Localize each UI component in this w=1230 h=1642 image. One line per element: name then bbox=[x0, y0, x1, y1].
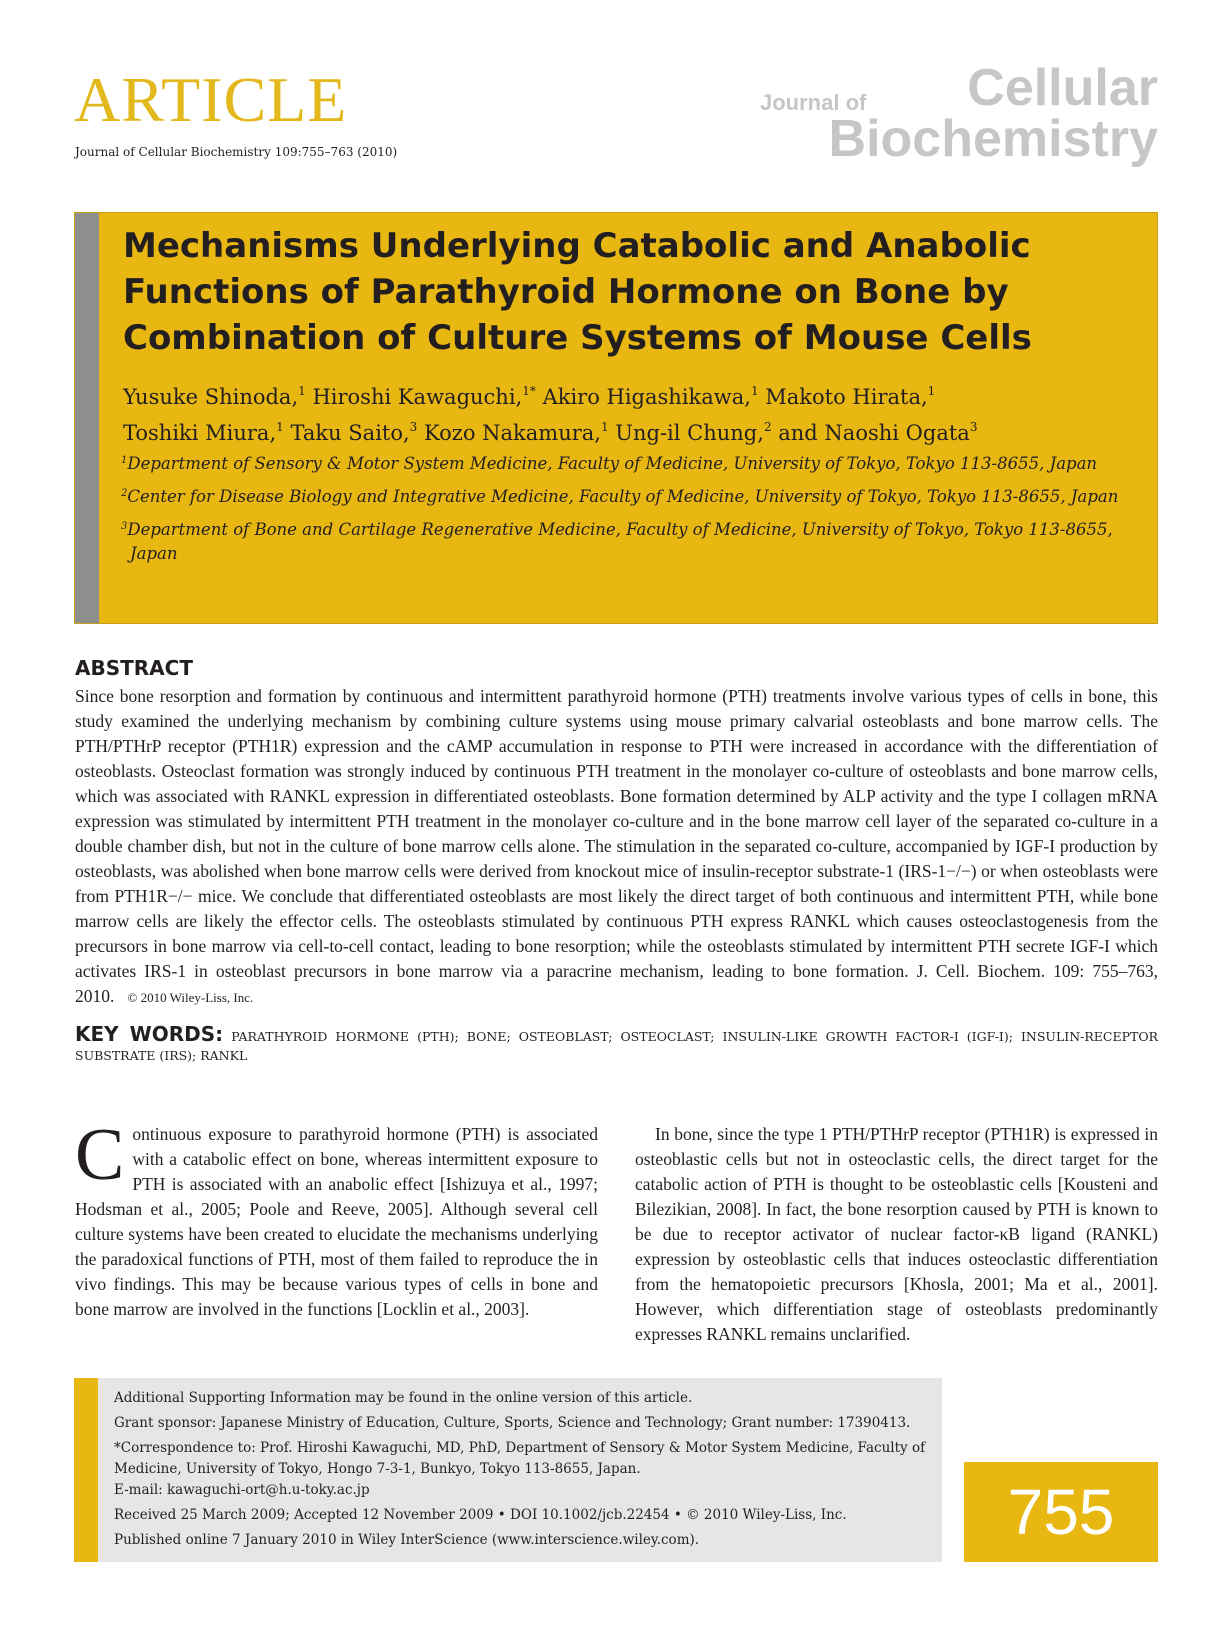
body-paragraph: In bone, since the type 1 PTH/PTHrP receptor (PTH1R) is expressed in osteoblastic cells but not in osteoclastic cells, the direct target for the catabolic action of PTH is thought to be osteoblastic cells [Kousteni and Bilezikian, 2008]. In fact, the bone resorption caused by PTH is known to be due to receptor activator of nuclear factor-κB ligand (RANKL) expression by osteoblastic cells that induces osteoclastic differentiation from the hematopoietic precursors [Khosla, 2001; Ma et al., 2001]. However, which differentiation stage of osteoblasts predominantly expresses RANKL remains unclarified. bbox=[635, 1124, 1158, 1344]
author-name: Yusuke Shinoda, bbox=[123, 385, 299, 409]
author-affil-ref: 1* bbox=[522, 384, 536, 398]
author-list bbox=[123, 376, 1123, 448]
abstract-heading: ABSTRACT bbox=[75, 656, 193, 680]
author-name: Toshiki Miura, bbox=[123, 421, 277, 445]
journal-citation: Journal of Cellular Biochemistry 109:755–763 (2010) bbox=[75, 145, 398, 159]
affiliation-number: 3 bbox=[121, 521, 128, 532]
journal-logo bbox=[758, 59, 1158, 172]
author-affil-ref: 3 bbox=[969, 420, 978, 434]
abstract-copyright: © 2010 Wiley-Liss, Inc. bbox=[127, 990, 254, 1005]
received-info: Received 25 March 2009; Accepted 12 November 2009 • DOI 10.1002/jcb.22454 • © 2010 Wiley-Liss, Inc. bbox=[114, 1507, 847, 1523]
body-column-right bbox=[635, 1122, 1158, 1347]
abstract-text bbox=[75, 684, 1158, 1010]
author-name: and Naoshi Ogata bbox=[778, 421, 970, 445]
correspondence-info bbox=[114, 1438, 926, 1501]
footnote-box bbox=[74, 1378, 942, 1562]
author-name: Hiroshi Kawaguchi, bbox=[312, 385, 523, 409]
affiliation-item bbox=[121, 515, 1131, 566]
affiliation-number: 1 bbox=[121, 455, 128, 466]
affiliation-item bbox=[121, 482, 1131, 509]
affiliation-text: Center for Disease Biology and Integrative Medicine, Faculty of Medicine, University of Tokyo, Tokyo 113-8655, Japan bbox=[127, 487, 1119, 506]
body-paragraph: ontinuous exposure to parathyroid hormone (PTH) is associated with a catabolic effect on bone, whereas intermittent exposure to PTH is associated with an anabolic effect [Ishizuya et al., 1997; Hodsman et al., 2005; Poole and Reeve, 2005]. Although several cell culture systems have been created to elucidate the mechanisms underlying the paradoxical functions of PTH, most of them failed to reproduce the in vivo findings. This may be because various types of cells in bone and bone marrow are involved in the functions [Locklin et al., 2003]. bbox=[75, 1124, 598, 1319]
journal-logo-line-1: Cellular bbox=[967, 59, 1158, 117]
title-block bbox=[74, 212, 1158, 624]
footnote-text bbox=[114, 1388, 926, 1555]
grant-info: Grant sponsor: Japanese Ministry of Education, Culture, Sports, Science and Technology; Grant number: 17390413. bbox=[114, 1415, 911, 1431]
email-text: E-mail: kawaguchi-ort@h.u-toky.ac.jp bbox=[114, 1482, 370, 1498]
footnote-side-bar bbox=[74, 1378, 98, 1562]
drop-cap: C bbox=[75, 1114, 125, 1196]
page-number-box bbox=[964, 1462, 1158, 1562]
article-label: ARTICLE bbox=[74, 64, 348, 135]
supporting-info: Additional Supporting Information may be found in the online version of this article. bbox=[114, 1390, 693, 1406]
author-affil-ref: 1 bbox=[600, 420, 609, 434]
affiliation-number: 2 bbox=[121, 488, 128, 499]
journal-logo-line-2: Biochemistry bbox=[828, 110, 1158, 168]
body-column-left bbox=[75, 1114, 598, 1322]
title-side-bar bbox=[75, 213, 99, 623]
author-affil-ref: 1 bbox=[298, 384, 306, 398]
journal-logo-small: Journal of bbox=[760, 90, 867, 115]
author-affil-ref: 3 bbox=[409, 420, 418, 434]
keywords bbox=[75, 1022, 1158, 1065]
affiliation-text: Department of Sensory & Motor System Medicine, Faculty of Medicine, University of Tokyo, Tokyo 113-8655, Japan bbox=[127, 454, 1098, 473]
author-name: Taku Saito, bbox=[290, 421, 410, 445]
author-name: Makoto Hirata, bbox=[765, 385, 928, 409]
affiliation-item bbox=[121, 449, 1131, 476]
author-affil-ref: 1 bbox=[927, 384, 936, 398]
author-affil-ref: 1 bbox=[276, 420, 284, 434]
author-affil-ref: 1 bbox=[750, 384, 759, 398]
author-name: Kozo Nakamura, bbox=[424, 421, 601, 445]
affiliation-list bbox=[121, 449, 1131, 572]
keywords-text: PARATHYROID HORMONE (PTH); BONE; OSTEOBLAST; OSTEOCLAST; INSULIN-LIKE GROWTH FACTOR-I (IGF-I); INSULIN-RECEPTOR SUBSTRATE (IRS); RANKL bbox=[75, 1029, 1158, 1063]
article-title: Mechanisms Underlying Catabolic and Anabolic Functions of Parathyroid Hormone on Bone by Combination of Culture Systems of Mouse Cells bbox=[123, 226, 1032, 358]
page-number: 755 bbox=[1007, 1476, 1115, 1548]
published-info: Published online 7 January 2010 in Wiley InterScience (www.interscience.wiley.com). bbox=[114, 1532, 700, 1548]
author-name: Ung-il Chung, bbox=[615, 421, 764, 445]
affiliation-text: Department of Bone and Cartilage Regenerative Medicine, Faculty of Medicine, University of Tokyo, Tokyo 113-8655, Japan bbox=[127, 520, 1113, 563]
author-name: Akiro Higashikawa, bbox=[542, 385, 751, 409]
correspondence-text: *Correspondence to: Prof. Hiroshi Kawaguchi, MD, PhD, Department of Sensory & Motor System Medicine, Faculty of Medicine, University of Tokyo, Hongo 7-3-1, Bunkyo, Tokyo 113-8655, Japan. bbox=[114, 1440, 926, 1477]
author-affil-ref: 2 bbox=[763, 420, 772, 434]
abstract-body-text: Since bone resorption and formation by continuous and intermittent parathyroid hormone (PTH) treatments involve various types of cells in bone, this study examined the underlying mechanism by combining culture systems using mouse primary calvarial osteoblasts and bone marrow cells. The PTH/PTHrP receptor (PTH1R) expression and the cAMP accumulation in response to PTH were increased in accordance with the differentiation of osteoblasts. Osteoclast formation was strongly induced by continuous PTH treatment in the monolayer co-culture of osteoblasts and bone marrow cells, which was associated with RANKL expression in differentiated osteoblasts. Bone formation determined by ALP activity and the type I collagen mRNA expression was stimulated by intermittent PTH treatment in the monolayer co-culture and in the bone marrow cell layer of the separated co-culture in a double chamber dish, but not in the culture of bone marrow cells alone. The stimulation in the separated co-culture, accompanied by IGF-I production by osteoblasts, was abolished when bone marrow cells were derived from knockout mice of insulin-receptor substrate-1 (IRS-1−/−) or when osteoblasts were from PTH1R−/− mice. We conclude that differentiated osteoblasts are most likely the direct target of both continuous and intermittent PTH, while bone marrow cells are likely the effector cells. The osteoblasts stimulated by continuous PTH express RANKL which causes osteoclastogenesis from the precursors in bone marrow via cell-to-cell contact, leading to bone resorption; while the osteoblasts stimulated by intermittent PTH secrete IGF-I which activates IRS-1 in osteoblast precursors in bone marrow via a paracrine mechanism, leading to bone formation. J. Cell. Biochem. 109: 755–763, 2010. bbox=[75, 686, 1158, 1006]
keywords-heading: KEY WORDS: bbox=[75, 1022, 224, 1046]
